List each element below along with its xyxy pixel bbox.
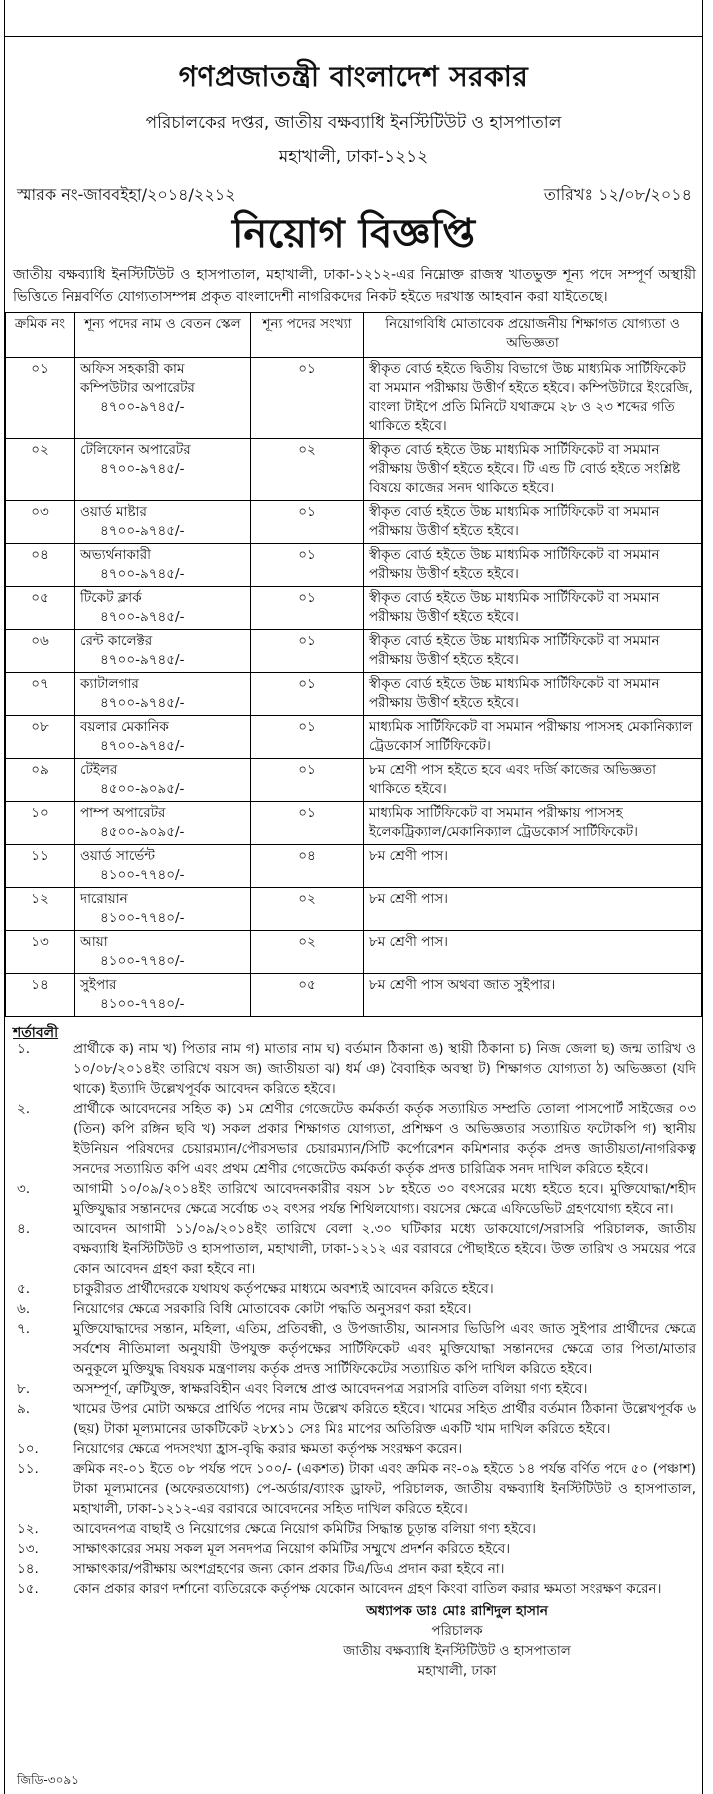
table-row [6, 931, 702, 974]
table-row [6, 759, 702, 802]
post-name: অভ্যর্থনাকারী [80, 547, 152, 563]
cell-post [75, 845, 251, 888]
table-header-row [6, 313, 702, 358]
header-post: শূন্য পদের নাম ও বেতন স্কেল [75, 313, 251, 358]
pay-scale: ৪৭০০-৯৭৪৫/- [100, 738, 185, 754]
cell-qualification: স্বীকৃত বোর্ড হইতে দ্বিতীয় বিভাগে উচ্চ মাধ্যমিক সার্টিফিকেট বা সমমান পরীক্ষায় উত্তীর্ণ হইতে হইবে। কম্পিউটারে ইংরেজি, বাংলা টাইপে প্রতি মিনিটে যথাক্রমে ২৮ ও ২৩ শব্দের গতি থাকিতে হইবে। [364, 358, 702, 439]
cell-serial: ০২ [6, 439, 75, 501]
condition-text: আবেদন আগামী ১১/০৯/২০১৪ইং তারিখে বেলা ২.৩০ ঘটিকার মধ্যে ডাকযোগে/সরাসরি পরিচালক, জাতীয় বক্ষব্যাধি ইনস্টিটিউট ও হাসপাতাল, মহাখালী, ঢাকা-১২১২ এর বরাবরে পৌছাইতে হইবে। উক্ত তারিখ ও সময়ের পরে কোন আবেদন গ্রহণ করা হইবে না। [73, 1221, 696, 1277]
pay-scale: ৪১০০-৭৭৪০/- [100, 996, 185, 1012]
condition-item [5, 1399, 702, 1439]
cell-count: ০৪ [251, 845, 364, 888]
cell-count: ০২ [251, 888, 364, 931]
cell-count: ০১ [251, 630, 364, 673]
cell-count: ০১ [251, 501, 364, 544]
table-row [6, 845, 702, 888]
cell-qualification: ৮ম শ্রেণী পাস। [364, 931, 702, 974]
condition-text: মুক্তিযোদ্ধাদের সন্তান, মহিলা, এতিম, প্রতিবন্ধী, ও উপজাতীয়, আনসার ভিডিপি এবং জাত সুইপার প্রার্থীদের ক্ষেত্রে সর্বশেষ নীতিমালা অনুযায়ী উপযুক্ত কর্তৃপক্ষের সার্টিফিকেট এবং মুক্তিযোদ্ধা সন্তানদের ক্ষেত্রে তার পিতা/মাতার অনুকূলে মুক্তিযুদ্ধ বিষয়ক মন্ত্রণালয় কর্তৃক প্রদত্ত সার্টিফিকেটের সত্যায়িত কপি দাখিল করিতে হইবে। [73, 1321, 696, 1377]
cell-post [75, 802, 251, 845]
pay-scale: ৪৭০০-৯৭৪৫/- [100, 461, 185, 477]
condition-item [5, 1559, 702, 1579]
condition-number: ১৫. [17, 1581, 39, 1597]
cell-count: ০২ [251, 439, 364, 501]
condition-text: খামের উপর মোটা অক্ষরে প্রার্থিত পদের নাম উল্লেখ করিতে হইবে। খামের সহিত প্রার্থীর বর্তমান ঠিকানা উল্লেখপূর্বক ৬ (ছয়) টাকা মূল্যমানের ডাকটিকেট ২৮x১১ সেঃ মিঃ মাপের অতিরিক্ত একটি খাম দাখিল করিতে হইবে। [73, 1401, 696, 1437]
cell-count: ০১ [251, 716, 364, 759]
condition-item [5, 1299, 702, 1319]
post-name: দারোয়ান [80, 891, 128, 907]
condition-number: ৩. [17, 1181, 31, 1197]
condition-number: ৮. [17, 1381, 31, 1397]
condition-item [5, 1219, 702, 1279]
condition-text: প্রার্থীকে ক) নাম খ) পিতার নাম গ) মাতার নাম ঘ) বর্তমান ঠিকানা ঙ) স্থায়ী ঠিকানা চ) নিজ জেলা ছ) জন্ম তারিখ ও ১০/০৮/২০১৪ইং তারিখে বয়স জ) জাতীয়তা ঝ) ধর্ম ঞ) বৈবাহিক অবস্থা ট) শিক্ষাগত যোগ্যতা ঠ) অভিজ্ঞতা (যদি থাকে) ইত্যাদি উল্লেখপূর্বক আবেদন করিতে হইবে। [73, 1041, 696, 1097]
cell-count: ০১ [251, 673, 364, 716]
pay-scale: ৪৭০০-৯৭৪৫/- [100, 695, 185, 711]
condition-text: প্রার্থীকে আবেদনের সহিত ক) ১ম শ্রেণীর গেজেটেড কর্মকর্তা কর্তৃক সত্যায়িত সম্প্রতি তোলা পাসপোর্ট সাইজের ০৩ (তিন) কপি রঙ্গিন ছবি খ) সকল প্রকার শিক্ষাগত যোগ্যতা, প্রশিক্ষণ ও অভিজ্ঞতার সত্যায়িত ফটোকপি গ) স্থানীয় ইউনিয়ন পরিষদের চেয়ারম্যান/পৌরসভার চেয়ারম্যান/সিটি কর্পোরেশন কমিশনার কর্তৃক প্রদত্ত জাতীয়তা/নাগরিকত্ব সনদের সত্যায়িত কপি এবং প্রথম শ্রেণীর গেজেটেড কর্মকর্তা কর্তৃক প্রদত্ত চারিত্রিক সনদ দাখিল করিতে হইবে। [73, 1101, 696, 1177]
signatory-name: অধ্যাপক ডাঃ মোঃ রাশিদুল হাসান [366, 1603, 548, 1619]
cell-serial: ১০ [6, 802, 75, 845]
post-name: রেন্ট কালেক্টর [80, 633, 153, 649]
post-name: টেইলর [80, 762, 118, 778]
cell-serial: ০৫ [6, 587, 75, 630]
cell-qualification: ৮ম শ্রেণী পাস হইতে হবে এবং দর্জি কাজের অভিজ্ঞতা থাকিতে হইবে। [364, 759, 702, 802]
cell-post [75, 544, 251, 587]
pay-scale: ৪১০০-৭৭৪০/- [100, 867, 185, 883]
memo-number: স্মারক নং-জাববইহা/২০১৪/২২১২ [17, 185, 236, 204]
condition-text: ক্রমিক নং-০১ ইতে ০৮ পর্যন্ত পদে ১০০/- (একশত) টাকা এবং ক্রমিক নং-০৯ হইতে ১৪ পর্যন্ত বর্ণিত পদে ৫০ (পঞ্চাশ) টাকা মূল্যমানের (অফেরতযোগ্য) পে-অর্ডার/ব্যাংক ড্রাফট, পরিচালক, জাতীয় বক্ষব্যাধি ইনস্টিটিউট ও হাসপাতাল, মহাখালী, ঢাকা-১২১২-এর বরাবরে আবেদনের সহিত দাখিল করিতে হইবে। [73, 1461, 696, 1517]
post-name: ক্যাটালগার [80, 676, 139, 692]
cell-qualification: ৮ম শ্রেণী পাস। [364, 845, 702, 888]
table-row [6, 439, 702, 501]
condition-item [5, 1439, 702, 1459]
condition-text: আগামী ১০/০৯/২০১৪ইং তারিখে আবেদনকারীর বয়স ১৮ হইতে ৩০ বৎসরের মধ্যে হইতে হবে। মুক্তিযোদ্ধা/শহীদ মুক্তিযুদ্ধার সন্তানদের ক্ষেত্রে সর্বোচ্চ ৩২ বৎসর পর্যন্ত শিথিলযোগ্য। বয়সের ক্ষেত্রে এফিডেভিট গ্রহণযোগ্য হইবে না। [73, 1181, 696, 1217]
cell-serial: ০৩ [6, 501, 75, 544]
cell-post [75, 888, 251, 931]
footer-code: জিডি-৩০৯১ [17, 1773, 79, 1787]
notice-page [4, 0, 703, 1794]
condition-text: নিয়োগের ক্ষেত্রে পদসংখ্যা হ্রাস-বৃদ্ধি করার ক্ষমতা কর্তৃপক্ষ সংরক্ষণ করেন। [73, 1441, 463, 1457]
cell-qualification: স্বীকৃত বোর্ড হইতে উচ্চ মাধ্যমিক সার্টিফিকেট বা সমমান পরীক্ষায় উত্তীর্ণ হইতে হইবে। [364, 630, 702, 673]
cell-count: ০১ [251, 802, 364, 845]
conditions-title: শর্তাবলী [13, 1025, 59, 1041]
condition-number: ৯. [17, 1401, 31, 1417]
pay-scale: ৪৫০০-৯০৯৫/- [100, 781, 185, 797]
office-address: মহাখালী, ঢাকা-১২১২ [278, 147, 429, 167]
table-row [6, 587, 702, 630]
cell-count: ০১ [251, 544, 364, 587]
table-row [6, 974, 702, 1017]
cell-post [75, 759, 251, 802]
condition-text: নিয়োগের ক্ষেত্রে সরকারি বিধি মোতাবেক কোটা পদ্ধতি অনুসরণ করা হইবে। [73, 1301, 472, 1317]
table-row [6, 544, 702, 587]
cell-post [75, 630, 251, 673]
cell-qualification: স্বীকৃত বোর্ড হইতে উচ্চ মাধ্যমিক সার্টিফিকেট বা সমমান পরীক্ষায় উত্তীর্ণ হইতে হইবে। [364, 501, 702, 544]
cell-serial: ১১ [6, 845, 75, 888]
header-serial: ক্রমিক নং [6, 313, 75, 358]
cell-serial: ০৮ [6, 716, 75, 759]
condition-text: কোন প্রকার কারণ দর্শানো ব্যতিরেকে কর্তৃপক্ষ যেকোন আবেদন গ্রহণ কিংবা বাতিল করার ক্ষমতা সংরক্ষণ করেন। [73, 1581, 662, 1597]
condition-item [5, 1459, 702, 1519]
pay-scale: ৪৭০০-৯৭৪৫/- [100, 566, 185, 582]
condition-number: ১০. [17, 1441, 39, 1457]
post-name: সুইপার [80, 977, 117, 993]
cell-count: ০১ [251, 358, 364, 439]
signatory-designation: পরিচালক [431, 1623, 483, 1639]
condition-item [5, 1319, 702, 1379]
signatory-place: মহাখালী, ঢাকা [417, 1663, 497, 1679]
cell-qualification: মাধ্যমিক সার্টিফিকেট বা সমমান পরীক্ষায় পাসসহ মেকানিক্যাল ট্রেডকোর্স সার্টিফিকেট। [364, 716, 702, 759]
header-qualification: নিয়োগবিধি মোতাবেক প্রয়োজনীয় শিক্ষাগত যোগ্যতা ও অভিজ্ঞতা [364, 313, 702, 358]
cell-qualification: স্বীকৃত বোর্ড হইতে উচ্চ মাধ্যমিক সার্টিফিকেট বা সমমান পরীক্ষায় উত্তীর্ণ হইতে হইবে। টি এন্ড টি বোর্ড হইতে সংশ্লিষ্ট বিষয়ে কাজের সনদ থাকিতে হইবে। [364, 439, 702, 501]
pay-scale: ৪১০০-৭৭৪০/- [100, 953, 185, 969]
cell-post [75, 673, 251, 716]
post-name: অফিস সহকারী কাম কম্পিউটার অপারেটর [80, 361, 195, 396]
post-name: বয়লার মেকানিক [80, 719, 169, 735]
condition-item [5, 1519, 702, 1539]
condition-item [5, 1099, 702, 1179]
condition-number: ৬. [17, 1301, 31, 1317]
pay-scale: ৪৭০০-৯৭৪৫/- [100, 523, 185, 539]
table-row [6, 630, 702, 673]
post-name: টেলিফোন অপারেটর [80, 442, 191, 458]
condition-item [5, 1179, 702, 1219]
cell-serial: ১২ [6, 888, 75, 931]
office-name: পরিচালকের দপ্তর, জাতীয় বক্ষব্যাধি ইনস্টিটিউট ও হাসপাতাল [145, 113, 562, 133]
post-name: ওয়ার্ড মাষ্টার [80, 504, 147, 520]
condition-text: সাক্ষাৎকার/পরীক্ষায় অংশগ্রহণের জন্য কোন প্রকার টিএ/ডিএ প্রদান করা হইবে না। [73, 1561, 505, 1577]
notice-headline: নিয়োগ বিজ্ঞপ্তি [231, 211, 475, 257]
condition-number: ১২. [17, 1521, 39, 1537]
cell-post [75, 439, 251, 501]
condition-text: চাকুরীরত প্রার্থীদেরকে যথাযথ কর্তৃপক্ষের মাধ্যমে অবশ্যই আবেদন করিতে হইবে। [73, 1281, 494, 1297]
table-row [6, 888, 702, 931]
table-row [6, 501, 702, 544]
cell-qualification: ৮ম শ্রেণী পাস। [364, 888, 702, 931]
memo-row [5, 178, 702, 206]
intro-text: জাতীয় বক্ষব্যাধি ইনস্টিটিউট ও হাসপাতাল, মহাখালী, ঢাকা-১২১২-এর নিম্নোক্ত রাজস্ব খাতভুক্ত শূন্য পদে সম্পূর্ণ অস্থায়ী ভিত্তিতে নিম্নবর্ণিত যোগ্যতাসম্পন্ন প্রকৃত বাংলাদেশী নাগরিকদের নিকট হইতে দরখাস্ত আহবান করা যাইতেছে। [13, 267, 696, 305]
condition-item [5, 1539, 702, 1559]
condition-text: আবেদনপত্র বাছাই ও নিয়োগের ক্ষেত্রে নিয়োগ কমিটির সিদ্ধান্ত চূড়ান্ত বলিয়া গণ্য হইবে। [73, 1521, 536, 1537]
cell-qualification: মাধ্যমিক সার্টিফিকেট বা সমমান পরীক্ষায় পাসসহ ইলেকট্রিক্যাল/মেকানিক্যাল ট্রেডকোর্স সার্টিফিকেট। [364, 802, 702, 845]
condition-text: সাক্ষাৎকারের সময় সকল মূল সনদপত্র নিয়োগ কমিটির সম্মুখে প্রদর্শন করিতে হইবে। [73, 1541, 511, 1557]
condition-number: ১. [17, 1041, 31, 1057]
cell-serial: ০১ [6, 358, 75, 439]
condition-text: অসম্পূর্ণ, ত্রুটিযুক্ত, স্বাক্ষরবিহীন এবং বিলম্বে প্রাপ্ত আবেদনপত্র সরাসরি বাতিল বলিয়া গণ্য হইবে। [73, 1381, 588, 1397]
cell-count: ০১ [251, 759, 364, 802]
signatory-org: জাতীয় বক্ষব্যাধি ইনস্টিটিউট ও হাসপাতাল [343, 1643, 571, 1659]
post-name: পাম্প অপারেটর [80, 805, 166, 821]
condition-number: ৫. [17, 1281, 31, 1297]
table-row [6, 802, 702, 845]
cell-count: ০১ [251, 587, 364, 630]
pay-scale: ৪১০০-৭৭৪০/- [100, 910, 185, 926]
condition-number: ৪. [17, 1221, 31, 1237]
cell-serial: ০৯ [6, 759, 75, 802]
cell-post [75, 501, 251, 544]
condition-number: ২. [17, 1101, 31, 1117]
notice-date: তারিখঃ ১২/০৮/২০১৪ [543, 185, 692, 204]
condition-item [5, 1279, 702, 1299]
table-row [6, 716, 702, 759]
cell-count: ০২ [251, 931, 364, 974]
cell-post [75, 974, 251, 1017]
top-bar [5, 0, 702, 37]
condition-number: ১৩. [17, 1541, 39, 1557]
post-name: ওয়ার্ড সার্ভেন্ট [80, 848, 155, 864]
cell-serial: ১৪ [6, 974, 75, 1017]
signature-block [5, 1601, 702, 1681]
pay-scale: ৪৭০০-৯৭৪৫/- [100, 399, 185, 415]
cell-qualification: স্বীকৃত বোর্ড হইতে উচ্চ মাধ্যমিক সার্টিফিকেট বা সমমান পরীক্ষায় উত্তীর্ণ হইতে হইবে। [364, 544, 702, 587]
post-name: টিকেট ক্লার্ক [80, 590, 142, 606]
table-row [6, 673, 702, 716]
header-count: শূন্য পদের সংখ্যা [251, 313, 364, 358]
cell-post [75, 716, 251, 759]
cell-post [75, 587, 251, 630]
cell-qualification: স্বীকৃত বোর্ড হইতে উচ্চ মাধ্যমিক সার্টিফিকেট বা সমমান পরীক্ষায় উত্তীর্ণ হইতে হইবে। [364, 587, 702, 630]
condition-number: ১৪. [17, 1561, 39, 1577]
vacancy-table [5, 312, 702, 1017]
cell-serial: ০৪ [6, 544, 75, 587]
cell-qualification: স্বীকৃত বোর্ড হইতে উচ্চ মাধ্যমিক সার্টিফিকেট বা সমমান পরীক্ষায় উত্তীর্ণ হইতে হইবে। [364, 673, 702, 716]
table-row [6, 358, 702, 439]
condition-item [5, 1039, 702, 1099]
cell-count: ০৫ [251, 974, 364, 1017]
cell-serial: ০৭ [6, 673, 75, 716]
government-title: গণপ্রজাতন্ত্রী বাংলাদেশ সরকার [178, 60, 529, 93]
cell-serial: ১৩ [6, 931, 75, 974]
pay-scale: ৪৭০০-৯৭৪৫/- [100, 609, 185, 625]
post-name: আয়া [80, 934, 108, 950]
condition-number: ১১. [17, 1461, 39, 1477]
cell-post [75, 931, 251, 974]
condition-item [5, 1379, 702, 1399]
condition-number: ৭. [17, 1321, 31, 1337]
pay-scale: ৪৫০০-৯০৯৫/- [100, 824, 185, 840]
cell-qualification: ৮ম শ্রেণী পাস অথবা জাত সুইপার। [364, 974, 702, 1017]
cell-post [75, 358, 251, 439]
cell-serial: ০৬ [6, 630, 75, 673]
condition-item [5, 1579, 702, 1599]
pay-scale: ৪৭০০-৯৭৪৫/- [100, 652, 185, 668]
conditions-list [5, 1039, 702, 1599]
